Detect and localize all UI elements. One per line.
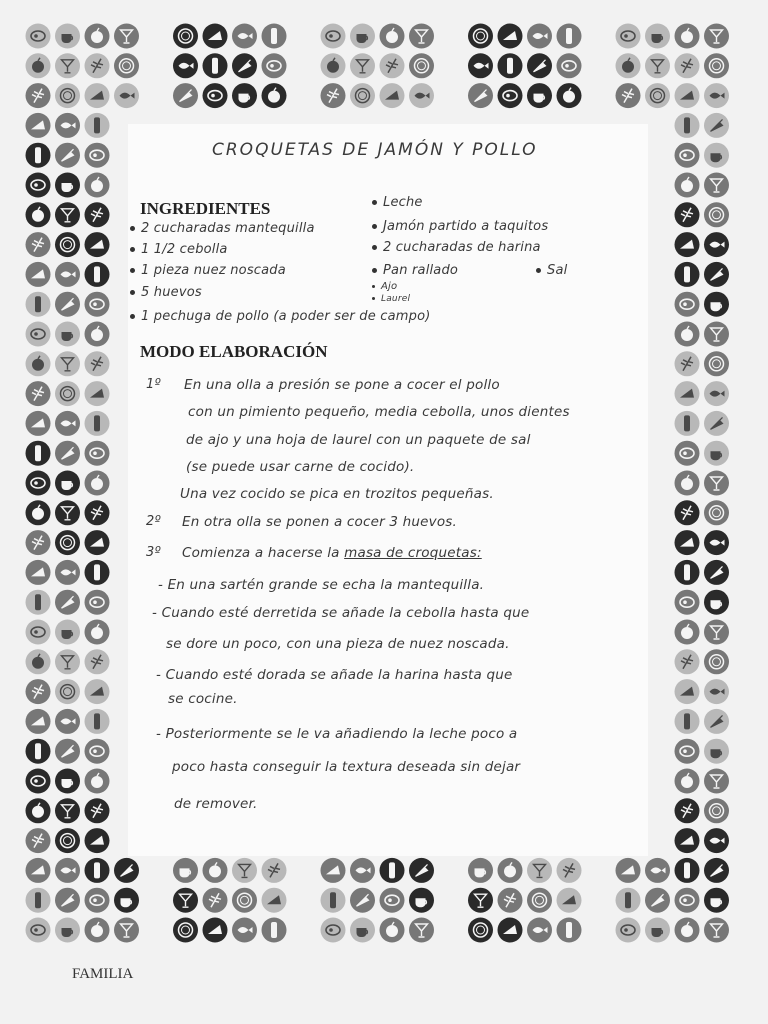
coffee-cup-icon: [55, 769, 80, 794]
wheat-icon: [675, 649, 700, 674]
ham-icon: [26, 918, 51, 943]
method-heading: MODO ELABORACIÓN: [140, 342, 328, 361]
wheat-icon: [498, 888, 523, 913]
substep-line: - Cuando esté derretida se añade la cebolla hasta que: [152, 605, 530, 621]
carrot-icon: [409, 858, 434, 883]
bottle-icon: [85, 560, 110, 585]
coffee-cup-icon: [55, 173, 80, 198]
coffee-cup-icon: [704, 590, 729, 615]
footer-label: FAMILIA: [72, 966, 134, 982]
coffee-cup-icon: [468, 858, 493, 883]
bottle-icon: [26, 292, 51, 317]
bottle-icon: [675, 560, 700, 585]
bottle-icon: [557, 918, 582, 943]
ham-icon: [675, 590, 700, 615]
wheat-icon: [26, 679, 51, 704]
carrot-icon: [114, 858, 139, 883]
ham-icon: [26, 322, 51, 347]
ham-icon: [85, 888, 110, 913]
wheat-icon: [321, 83, 346, 108]
fish-icon: [232, 24, 257, 49]
fish-icon: [55, 262, 80, 287]
ham-icon: [262, 53, 287, 78]
ham-icon: [675, 292, 700, 317]
coffee-cup-icon: [704, 143, 729, 168]
ham-icon: [85, 739, 110, 764]
wheat-icon: [380, 53, 405, 78]
wheat-icon: [85, 202, 110, 227]
step-number: 2º: [146, 514, 161, 529]
step-line: Comienza a hacerse la masa de croquetas:: [182, 545, 482, 561]
cocktail-glass-icon: [704, 322, 729, 347]
coffee-cup-icon: [232, 83, 257, 108]
apple-icon: [26, 202, 51, 227]
cocktail-glass-icon: [704, 620, 729, 645]
ham-icon: [675, 143, 700, 168]
wheat-icon: [675, 53, 700, 78]
plate-icon: [645, 83, 670, 108]
fish-icon: [350, 858, 375, 883]
wheat-icon: [85, 649, 110, 674]
wheat-icon: [85, 53, 110, 78]
ham-icon: [85, 292, 110, 317]
fish-icon: [114, 83, 139, 108]
carrot-icon: [55, 441, 80, 466]
ham-icon: [85, 590, 110, 615]
fish-icon: [704, 679, 729, 704]
fish-icon: [232, 918, 257, 943]
bottle-icon: [262, 24, 287, 49]
cheese-icon: [203, 24, 228, 49]
plate-icon: [55, 679, 80, 704]
bottle-icon: [675, 262, 700, 287]
step-number: 1º: [146, 377, 161, 392]
cheese-icon: [675, 828, 700, 853]
coffee-cup-icon: [527, 83, 552, 108]
substep-line: se dore un poco, con una pieza de nuez noscada.: [166, 636, 510, 652]
carrot-icon: [704, 411, 729, 436]
plate-icon: [704, 500, 729, 525]
cocktail-glass-icon: [55, 202, 80, 227]
coffee-cup-icon: [704, 739, 729, 764]
cocktail-glass-icon: [704, 24, 729, 49]
ham-icon: [498, 83, 523, 108]
cheese-icon: [26, 560, 51, 585]
plate-icon: [232, 888, 257, 913]
ham-icon: [616, 24, 641, 49]
wheat-icon: [675, 798, 700, 823]
apple-icon: [675, 471, 700, 496]
step-line: En una olla a presión se pone a cocer el pollo: [184, 377, 500, 393]
plate-icon: [704, 798, 729, 823]
cocktail-glass-icon: [232, 858, 257, 883]
ingredient-item: 2 cucharadas de harina: [372, 240, 541, 255]
coffee-cup-icon: [55, 471, 80, 496]
ham-icon: [675, 739, 700, 764]
cheese-icon: [26, 262, 51, 287]
bottle-icon: [498, 53, 523, 78]
plate-icon: [468, 918, 493, 943]
plate-icon: [173, 24, 198, 49]
cocktail-glass-icon: [409, 24, 434, 49]
cocktail-glass-icon: [55, 53, 80, 78]
apple-icon: [26, 649, 51, 674]
cocktail-glass-icon: [55, 798, 80, 823]
ingredient-item: Sal: [536, 263, 567, 278]
apple-icon: [26, 53, 51, 78]
substep-line: - Posteriormente se le va añadiendo la leche poco a: [156, 726, 518, 742]
wheat-icon: [26, 530, 51, 555]
coffee-cup-icon: [114, 888, 139, 913]
cocktail-glass-icon: [527, 858, 552, 883]
cheese-icon: [675, 530, 700, 555]
apple-icon: [85, 24, 110, 49]
bottle-icon: [675, 411, 700, 436]
wheat-icon: [675, 202, 700, 227]
cheese-icon: [675, 232, 700, 257]
fish-icon: [55, 858, 80, 883]
carrot-icon: [645, 888, 670, 913]
carrot-icon: [232, 53, 257, 78]
cocktail-glass-icon: [350, 53, 375, 78]
cheese-icon: [498, 918, 523, 943]
apple-icon: [557, 83, 582, 108]
cheese-icon: [557, 888, 582, 913]
plate-icon: [409, 53, 434, 78]
ham-icon: [557, 53, 582, 78]
plate-icon: [114, 53, 139, 78]
ingredient-item: 1 pechuga de pollo (a poder ser de campo): [130, 309, 431, 324]
bottle-icon: [85, 262, 110, 287]
apple-icon: [85, 769, 110, 794]
apple-icon: [26, 351, 51, 376]
carrot-icon: [704, 113, 729, 138]
apple-icon: [85, 620, 110, 645]
bottle-icon: [85, 113, 110, 138]
cheese-icon: [85, 679, 110, 704]
ingredients-heading: INGREDIENTES: [140, 199, 271, 218]
wheat-icon: [262, 858, 287, 883]
plate-icon: [704, 649, 729, 674]
apple-icon: [85, 322, 110, 347]
apple-icon: [321, 53, 346, 78]
ingredient-item: Ajo: [372, 281, 397, 292]
cocktail-glass-icon: [409, 918, 434, 943]
cocktail-glass-icon: [704, 918, 729, 943]
bottle-icon: [26, 590, 51, 615]
apple-icon: [616, 53, 641, 78]
apple-icon: [85, 471, 110, 496]
plate-icon: [704, 202, 729, 227]
ham-icon: [26, 471, 51, 496]
plate-icon: [55, 83, 80, 108]
apple-icon: [26, 798, 51, 823]
ham-icon: [616, 918, 641, 943]
cocktail-glass-icon: [645, 53, 670, 78]
plate-icon: [527, 888, 552, 913]
bottle-icon: [321, 888, 346, 913]
wheat-icon: [203, 888, 228, 913]
cheese-icon: [380, 83, 405, 108]
carrot-icon: [704, 262, 729, 287]
bottle-icon: [262, 918, 287, 943]
wheat-icon: [557, 858, 582, 883]
cheese-icon: [498, 24, 523, 49]
bottle-icon: [26, 441, 51, 466]
step-line: Una vez cocido se pica en trozitos pequeñas.: [180, 486, 494, 502]
wheat-icon: [616, 83, 641, 108]
coffee-cup-icon: [350, 24, 375, 49]
cocktail-glass-icon: [704, 471, 729, 496]
coffee-cup-icon: [173, 858, 198, 883]
ingredient-item: 1 pieza nuez noscada: [130, 263, 286, 278]
substep-line: - En una sartén grande se echa la mantequilla.: [158, 577, 485, 593]
ham-icon: [321, 24, 346, 49]
fish-icon: [409, 83, 434, 108]
wheat-icon: [675, 351, 700, 376]
cheese-icon: [85, 83, 110, 108]
plate-icon: [350, 83, 375, 108]
fish-icon: [173, 53, 198, 78]
ingredient-item: 1 1/2 cebolla: [130, 242, 228, 257]
plate-icon: [55, 828, 80, 853]
ham-icon: [675, 441, 700, 466]
cheese-icon: [26, 858, 51, 883]
ingredient-item: Laurel: [372, 294, 410, 304]
fish-icon: [55, 411, 80, 436]
cheese-icon: [85, 232, 110, 257]
cheese-icon: [203, 918, 228, 943]
coffee-cup-icon: [645, 918, 670, 943]
apple-icon: [85, 918, 110, 943]
apple-icon: [262, 83, 287, 108]
carrot-icon: [468, 83, 493, 108]
bottle-icon: [675, 113, 700, 138]
fish-icon: [55, 709, 80, 734]
carrot-icon: [704, 560, 729, 585]
cocktail-glass-icon: [55, 649, 80, 674]
coffee-cup-icon: [55, 918, 80, 943]
substep-line: se cocine.: [168, 691, 238, 707]
coffee-cup-icon: [704, 292, 729, 317]
apple-icon: [675, 620, 700, 645]
plate-icon: [704, 351, 729, 376]
bottle-icon: [26, 888, 51, 913]
coffee-cup-icon: [55, 24, 80, 49]
apple-icon: [675, 24, 700, 49]
carrot-icon: [55, 888, 80, 913]
fish-icon: [645, 858, 670, 883]
step-line: (se puede usar carne de cocido).: [186, 459, 415, 475]
plate-icon: [55, 232, 80, 257]
carrot-icon: [55, 590, 80, 615]
substep-line: poco hasta conseguir la textura deseada sin dejar: [172, 759, 521, 775]
plate-icon: [468, 24, 493, 49]
step-line: con un pimiento pequeño, media cebolla, unos dientes: [188, 404, 570, 420]
step-line: de ajo y una hoja de laurel con un paquete de sal: [186, 432, 531, 448]
cocktail-glass-icon: [55, 351, 80, 376]
bottle-icon: [557, 24, 582, 49]
bottle-icon: [85, 858, 110, 883]
ingredient-item: 5 huevos: [130, 285, 202, 300]
apple-icon: [675, 322, 700, 347]
step-line: En otra olla se ponen a cocer 3 huevos.: [182, 514, 458, 530]
ingredient-item: 2 cucharadas mantequilla: [130, 221, 315, 236]
apple-icon: [85, 173, 110, 198]
bottle-icon: [203, 53, 228, 78]
apple-icon: [498, 858, 523, 883]
substep-line: de remover.: [174, 796, 258, 812]
bottle-icon: [616, 888, 641, 913]
cheese-icon: [85, 381, 110, 406]
bottle-icon: [26, 143, 51, 168]
underlined-phrase: masa de croquetas:: [344, 545, 482, 561]
plate-icon: [55, 530, 80, 555]
cheese-icon: [26, 411, 51, 436]
cocktail-glass-icon: [114, 918, 139, 943]
cocktail-glass-icon: [468, 888, 493, 913]
ingredient-item: Pan rallado: [372, 263, 458, 278]
wheat-icon: [26, 232, 51, 257]
cheese-icon: [26, 113, 51, 138]
wheat-icon: [85, 351, 110, 376]
ingredient-item: Leche: [372, 195, 423, 210]
coffee-cup-icon: [645, 24, 670, 49]
cocktail-glass-icon: [55, 500, 80, 525]
step-number: 3º: [146, 545, 161, 560]
coffee-cup-icon: [409, 888, 434, 913]
wheat-icon: [85, 798, 110, 823]
ham-icon: [26, 769, 51, 794]
cheese-icon: [26, 709, 51, 734]
apple-icon: [203, 858, 228, 883]
cheese-icon: [675, 83, 700, 108]
ham-icon: [26, 620, 51, 645]
carrot-icon: [55, 292, 80, 317]
fish-icon: [704, 828, 729, 853]
ham-icon: [321, 918, 346, 943]
cheese-icon: [616, 858, 641, 883]
cheese-icon: [262, 888, 287, 913]
fish-icon: [704, 83, 729, 108]
bottle-icon: [85, 411, 110, 436]
cheese-icon: [85, 828, 110, 853]
wheat-icon: [26, 381, 51, 406]
wheat-icon: [85, 500, 110, 525]
ham-icon: [203, 83, 228, 108]
bottle-icon: [26, 739, 51, 764]
apple-icon: [675, 769, 700, 794]
fish-icon: [468, 53, 493, 78]
fish-icon: [527, 918, 552, 943]
substep-line: - Cuando esté dorada se añade la harina hasta que: [156, 667, 513, 683]
cheese-icon: [675, 381, 700, 406]
wheat-icon: [675, 500, 700, 525]
cheese-icon: [85, 530, 110, 555]
wheat-icon: [26, 828, 51, 853]
coffee-cup-icon: [55, 322, 80, 347]
bottle-icon: [675, 858, 700, 883]
ham-icon: [26, 24, 51, 49]
carrot-icon: [704, 858, 729, 883]
ham-icon: [675, 888, 700, 913]
carrot-icon: [55, 143, 80, 168]
coffee-cup-icon: [55, 620, 80, 645]
fish-icon: [704, 381, 729, 406]
bottle-icon: [85, 709, 110, 734]
ham-icon: [380, 888, 405, 913]
ham-icon: [85, 143, 110, 168]
carrot-icon: [527, 53, 552, 78]
carrot-icon: [350, 888, 375, 913]
fish-icon: [704, 232, 729, 257]
coffee-cup-icon: [704, 441, 729, 466]
ham-icon: [85, 441, 110, 466]
carrot-icon: [173, 83, 198, 108]
fish-icon: [55, 560, 80, 585]
apple-icon: [675, 173, 700, 198]
cheese-icon: [675, 679, 700, 704]
carrot-icon: [55, 739, 80, 764]
plate-icon: [55, 381, 80, 406]
plate-icon: [704, 53, 729, 78]
carrot-icon: [704, 709, 729, 734]
apple-icon: [380, 24, 405, 49]
bottle-icon: [380, 858, 405, 883]
bottle-icon: [675, 709, 700, 734]
apple-icon: [380, 918, 405, 943]
recipe-title: CROQUETAS DE JAMÓN Y POLLO: [212, 140, 538, 160]
ingredient-item: Jamón partido a taquitos: [372, 219, 548, 234]
apple-icon: [675, 918, 700, 943]
cocktail-glass-icon: [704, 769, 729, 794]
plate-icon: [173, 918, 198, 943]
cocktail-glass-icon: [173, 888, 198, 913]
fish-icon: [55, 113, 80, 138]
fish-icon: [704, 530, 729, 555]
cheese-icon: [321, 858, 346, 883]
cocktail-glass-icon: [114, 24, 139, 49]
fish-icon: [527, 24, 552, 49]
ham-icon: [26, 173, 51, 198]
coffee-cup-icon: [704, 888, 729, 913]
coffee-cup-icon: [350, 918, 375, 943]
apple-icon: [26, 500, 51, 525]
cocktail-glass-icon: [704, 173, 729, 198]
wheat-icon: [26, 83, 51, 108]
